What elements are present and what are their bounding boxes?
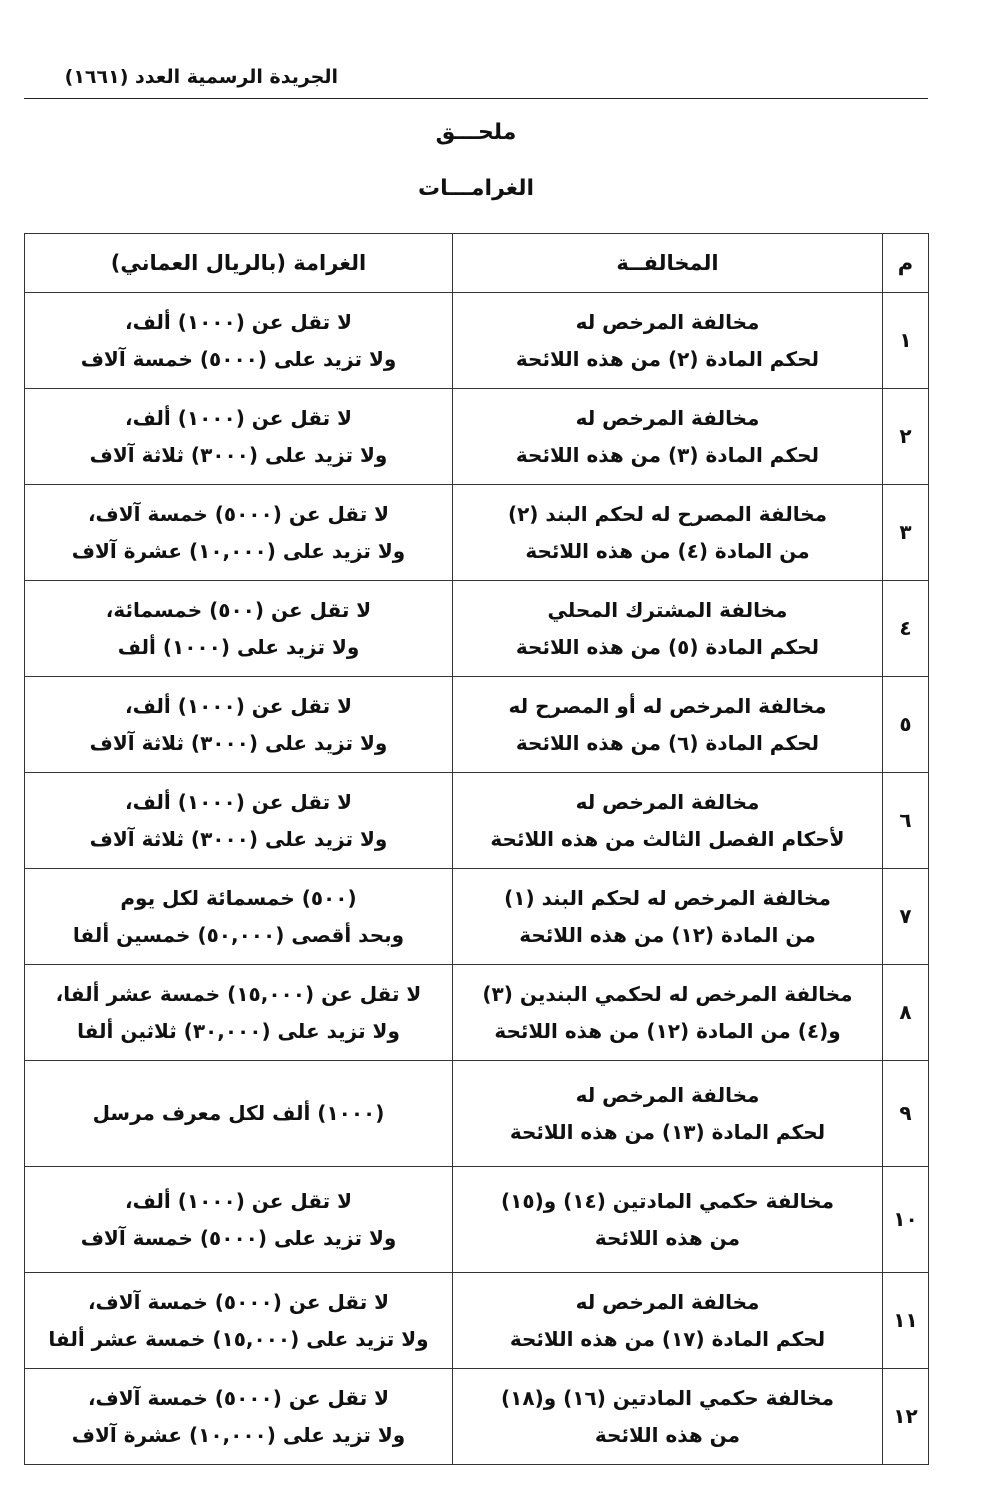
fine-line: لا تقل عن (٥٠٠٠) خمسة آلاف، — [87, 1289, 390, 1314]
fine-cell — [25, 1167, 453, 1273]
fine-line: لا تقل عن (١٠٠٠) ألف، — [124, 405, 353, 430]
fine-line: وبحد أقصى (٥٠,٠٠٠) خمسين ألفا — [72, 922, 405, 947]
fine-line: لا تقل عن (١٠٠٠) ألف، — [124, 309, 353, 334]
fine-cell — [25, 1273, 453, 1369]
table-row — [25, 965, 929, 1061]
row-number: ٣ — [883, 485, 929, 581]
table-row — [25, 581, 929, 677]
table-row — [25, 869, 929, 965]
violation-line: لحكم المادة (١٣) من هذه اللائحة — [509, 1119, 826, 1144]
fine-cell — [25, 389, 453, 485]
violation-line: مخالفة حكمي المادتين (١٦) و(١٨) — [501, 1385, 834, 1410]
violation-line: مخالفة المرخص له — [575, 1082, 760, 1107]
fine-line: لا تقل عن (١٠٠٠) ألف، — [124, 693, 353, 718]
section-title: الغرامـــات — [418, 176, 534, 201]
row-number: ١ — [883, 293, 929, 389]
header-violation: المخالفــة — [453, 234, 883, 293]
violation-line: مخالفة المرخص له لحكم البند (١) — [504, 885, 831, 910]
fine-line: (٥٠٠) خمسمائة لكل يوم — [120, 885, 357, 910]
violation-line: مخالفة المرخص له — [575, 405, 760, 430]
violation-line: مخالفة المرخص له — [575, 1289, 760, 1314]
violation-line: و(٤) من المادة (١٢) من هذه اللائحة — [494, 1018, 841, 1043]
violation-cell — [453, 1061, 883, 1167]
fine-line: ولا تزيد على (٥٠٠٠) خمسة آلاف — [80, 1225, 397, 1250]
violation-cell — [453, 1273, 883, 1369]
fine-cell — [25, 1061, 453, 1167]
fine-line: لا تقل عن (٥٠٠٠) خمسة آلاف، — [87, 501, 390, 526]
header-number: م — [883, 234, 929, 293]
row-number: ٨ — [883, 965, 929, 1061]
table-header-row — [25, 234, 929, 293]
table-row — [25, 1273, 929, 1369]
table-row — [25, 389, 929, 485]
row-number: ١٢ — [883, 1369, 929, 1465]
fine-cell — [25, 869, 453, 965]
row-number: ٦ — [883, 773, 929, 869]
violation-line: من المادة (١٢) من هذه اللائحة — [519, 922, 816, 947]
fine-line: (١٠٠٠) ألف لكل معرف مرسل — [92, 1101, 385, 1125]
fine-cell — [25, 485, 453, 581]
fine-line: لا تقل عن (١٥,٠٠٠) خمسة عشر ألفا، — [55, 981, 422, 1006]
fine-line: ولا تزيد على (٣٠٠٠) ثلاثة آلاف — [89, 730, 388, 755]
fine-line: ولا تزيد على (٥٠٠٠) خمسة آلاف — [80, 346, 397, 371]
fine-line: ولا تزيد على (١٥,٠٠٠) خمسة عشر ألفا — [48, 1326, 429, 1351]
row-number: ١٠ — [883, 1167, 929, 1273]
fine-line: لا تقل عن (١٠٠٠) ألف، — [124, 1188, 353, 1213]
violation-line: مخالفة المرخص له — [575, 309, 760, 334]
annex-title: ملحـــق — [435, 120, 517, 145]
violation-cell — [453, 581, 883, 677]
fine-line: ولا تزيد على (١٠٠٠) ألف — [117, 634, 360, 659]
violation-line: من هذه اللائحة — [594, 1225, 741, 1250]
violation-cell — [453, 389, 883, 485]
fine-cell — [25, 581, 453, 677]
fine-cell — [25, 773, 453, 869]
violation-line: لحكم المادة (٣) من هذه اللائحة — [515, 442, 820, 467]
page-header — [24, 62, 928, 99]
violation-line: مخالفة المصرح له لحكم البند (٢) — [507, 501, 828, 526]
violation-cell — [453, 1167, 883, 1273]
violation-line: مخالفة المشترك المحلي — [547, 597, 788, 622]
table-row — [25, 1167, 929, 1273]
table-row — [25, 677, 929, 773]
row-number: ٥ — [883, 677, 929, 773]
fine-line: ولا تزيد على (٣٠٠٠) ثلاثة آلاف — [89, 826, 388, 851]
violation-cell — [453, 965, 883, 1061]
violation-line: من المادة (٤) من هذه اللائحة — [525, 538, 810, 563]
table-row — [25, 1369, 929, 1465]
fine-line: لا تقل عن (٥٠٠) خمسمائة، — [105, 597, 372, 622]
table-row — [25, 485, 929, 581]
row-number: ٤ — [883, 581, 929, 677]
violation-line: من هذه اللائحة — [594, 1422, 741, 1447]
violation-cell — [453, 293, 883, 389]
fine-line: ولا تزيد على (٣٠,٠٠٠) ثلاثين ألفا — [77, 1018, 400, 1043]
row-number: ٧ — [883, 869, 929, 965]
violation-cell — [453, 773, 883, 869]
table-row — [25, 773, 929, 869]
violation-line: لأحكام الفصل الثالث من هذه اللائحة — [490, 826, 845, 851]
violation-cell — [453, 869, 883, 965]
violation-line: مخالفة المرخص له — [575, 789, 760, 814]
violation-cell — [453, 1369, 883, 1465]
violation-line: لحكم المادة (٢) من هذه اللائحة — [515, 346, 820, 371]
violation-cell — [453, 677, 883, 773]
fine-cell — [25, 677, 453, 773]
fine-cell — [25, 965, 453, 1061]
row-number: ١١ — [883, 1273, 929, 1369]
row-number: ٩ — [883, 1061, 929, 1167]
fine-line: ولا تزيد على (١٠,٠٠٠) عشرة آلاف — [71, 1422, 406, 1447]
fine-line: لا تقل عن (١٠٠٠) ألف، — [124, 789, 353, 814]
fine-line: لا تقل عن (٥٠٠٠) خمسة آلاف، — [87, 1385, 390, 1410]
fines-table — [24, 233, 929, 1465]
violation-line: لحكم المادة (١٧) من هذه اللائحة — [509, 1326, 826, 1351]
row-number: ٢ — [883, 389, 929, 485]
table-body — [25, 293, 929, 1465]
violation-line: مخالفة المرخص له أو المصرح له — [508, 693, 827, 718]
violation-line: لحكم المادة (٦) من هذه اللائحة — [515, 730, 820, 755]
fine-line: ولا تزيد على (٣٠٠٠) ثلاثة آلاف — [89, 442, 388, 467]
violation-cell — [453, 485, 883, 581]
table-row — [25, 1061, 929, 1167]
header-fine: الغرامة (بالريال العماني) — [25, 234, 453, 293]
fine-cell — [25, 293, 453, 389]
violation-line: لحكم المادة (٥) من هذه اللائحة — [515, 634, 820, 659]
violation-line: مخالفة المرخص له لحكمي البندين (٣) — [482, 981, 853, 1006]
table-row — [25, 293, 929, 389]
fine-line: ولا تزيد على (١٠,٠٠٠) عشرة آلاف — [71, 538, 406, 563]
violation-line: مخالفة حكمي المادتين (١٤) و(١٥) — [501, 1188, 834, 1213]
gazette-header-text: الجريدة الرسمية العدد (١٦٦١) — [64, 66, 338, 88]
fine-cell — [25, 1369, 453, 1465]
